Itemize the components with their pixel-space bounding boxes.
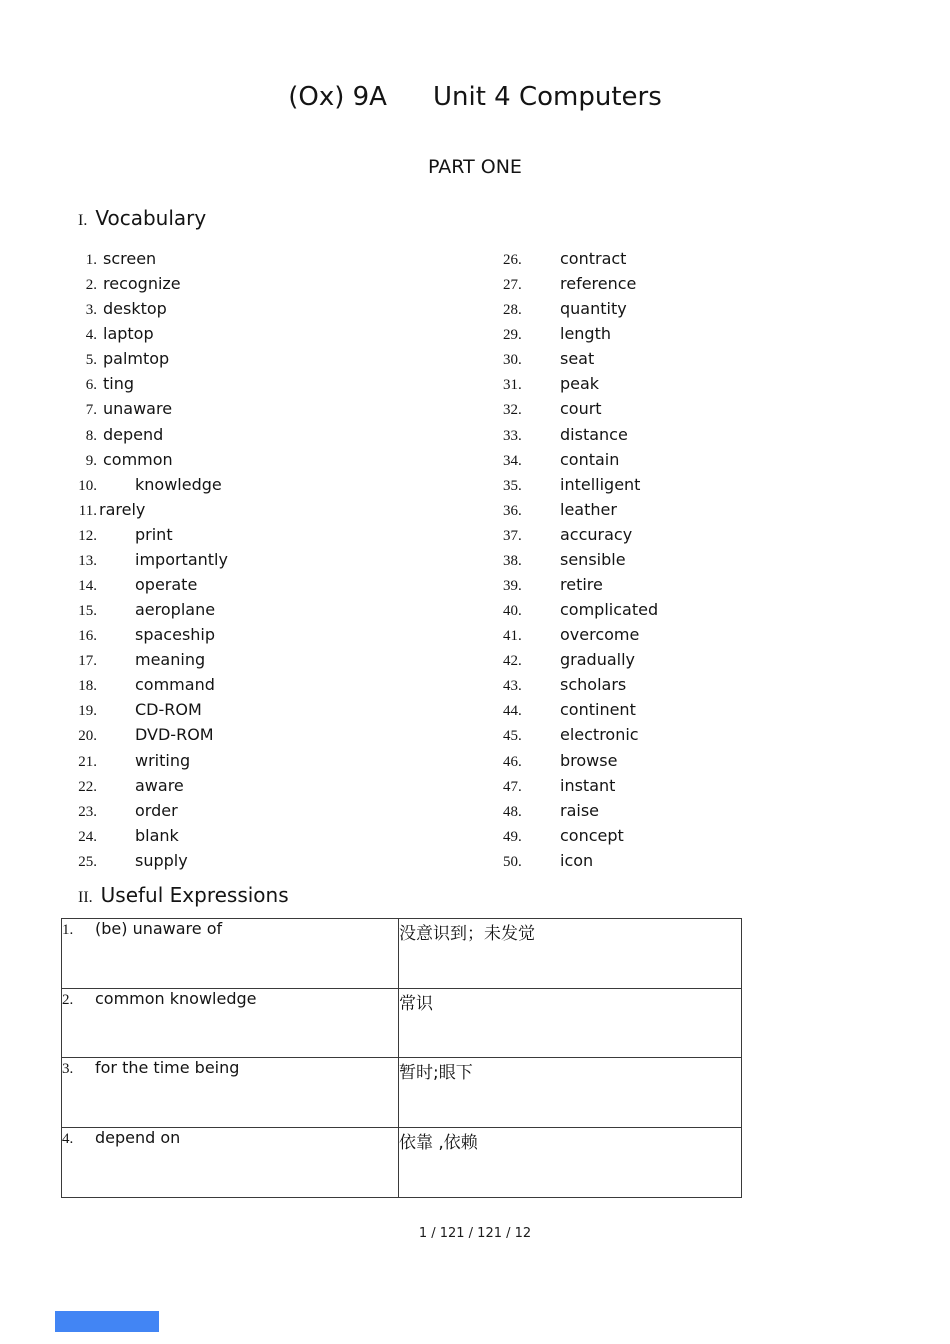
list-item (66, 848, 228, 873)
item-word: retire (560, 575, 603, 595)
list-item (503, 748, 658, 773)
item-word: distance (560, 424, 628, 444)
list-item (503, 447, 658, 472)
list-item (503, 472, 658, 497)
item-word: recognize (103, 274, 181, 294)
item-number: 21. (78, 753, 97, 770)
item-number: 18. (78, 678, 97, 695)
section-heading: Useful Expressions (100, 883, 289, 907)
table-row (62, 1128, 742, 1198)
list-item (503, 773, 658, 798)
expression-number: 1. (62, 922, 74, 938)
list-item (66, 773, 228, 798)
list-item (66, 622, 228, 647)
item-word: aeroplane (135, 600, 216, 620)
item-word: accuracy (560, 524, 633, 544)
item-number: 41. (503, 628, 522, 645)
item-word: print (135, 524, 173, 544)
item-word: meaning (135, 650, 206, 670)
section-numeral: II. (78, 889, 93, 906)
item-word: palmtop (103, 349, 170, 369)
list-item (66, 547, 228, 572)
item-word: blank (135, 825, 179, 845)
expression-chinese: 没意识到；未发觉 (399, 919, 742, 989)
item-number: 44. (503, 703, 522, 720)
item-word: overcome (560, 625, 640, 645)
item-number: 23. (78, 803, 97, 820)
list-item (503, 497, 658, 522)
item-number: 7. (85, 402, 97, 419)
vocab-list-left (66, 246, 228, 873)
item-word: intelligent (560, 474, 641, 494)
item-number: 47. (503, 778, 522, 795)
item-number: 27. (503, 277, 522, 294)
item-word: supply (135, 850, 188, 870)
item-number: 5. (85, 352, 97, 369)
item-word: continent (560, 700, 636, 720)
item-word: screen (103, 249, 157, 268)
list-item (503, 396, 658, 421)
item-word: complicated (560, 600, 659, 620)
item-word: order (135, 800, 178, 820)
list-item (503, 246, 658, 271)
list-item (66, 522, 228, 547)
item-number: 8. (85, 427, 97, 444)
item-word: seat (560, 349, 595, 369)
item-word: operate (135, 575, 198, 595)
item-word: rarely (99, 499, 146, 519)
item-number: 48. (503, 803, 522, 820)
expression-chinese: 依靠 ,依赖 (399, 1128, 742, 1198)
section-vocabulary-heading (78, 205, 206, 234)
item-word: electronic (560, 725, 639, 745)
expression-english: common knowledge (95, 988, 257, 1008)
list-item (503, 597, 658, 622)
item-word: icon (560, 850, 594, 870)
expression-english: depend on (95, 1128, 181, 1148)
list-item (503, 346, 658, 371)
list-item (66, 572, 228, 597)
item-number: 30. (503, 352, 522, 369)
item-word: browse (560, 750, 618, 770)
item-word: DVD-ROM (135, 725, 214, 745)
list-item (66, 472, 228, 497)
item-number: 32. (503, 402, 522, 419)
item-number: 9. (85, 452, 97, 469)
item-word: depend (103, 424, 164, 444)
item-word: length (560, 324, 611, 344)
item-word: writing (135, 750, 191, 770)
item-word: importantly (135, 549, 228, 569)
list-item (503, 296, 658, 321)
item-word: laptop (103, 324, 154, 344)
item-number: 13. (78, 552, 97, 569)
list-item (503, 371, 658, 396)
item-number: 39. (503, 578, 522, 595)
item-number: 37. (503, 527, 522, 544)
expression-number: 4. (62, 1131, 74, 1148)
page-footer: 1 / 121 / 121 / 12 (418, 1226, 532, 1241)
list-item (66, 798, 228, 823)
list-item (503, 848, 658, 873)
item-word: raise (560, 800, 600, 820)
expressions-table (61, 918, 742, 1198)
list-item (503, 647, 658, 672)
item-word: contain (560, 449, 620, 469)
item-word: CD-ROM (135, 700, 202, 720)
list-item (503, 547, 658, 572)
item-number: 33. (503, 427, 522, 444)
item-number: 46. (503, 753, 522, 770)
list-item (503, 672, 658, 697)
expression-number: 3. (62, 1061, 74, 1078)
item-number: 20. (78, 728, 97, 745)
item-word: quantity (560, 299, 627, 319)
table-row (62, 988, 742, 1058)
item-word: instant (560, 775, 616, 795)
list-item (66, 597, 228, 622)
item-number: 34. (503, 452, 522, 469)
item-number: 38. (503, 552, 522, 569)
list-item (503, 823, 658, 848)
list-item (66, 748, 228, 773)
list-item (503, 422, 658, 447)
item-number: 10. (78, 477, 97, 494)
item-word: spaceship (135, 625, 216, 645)
item-number: 35. (503, 477, 522, 494)
item-number: 25. (78, 853, 97, 870)
section-numeral: I. (78, 212, 88, 229)
list-item (503, 321, 658, 346)
item-number: 6. (85, 377, 97, 394)
item-number: 15. (78, 603, 97, 620)
expression-english: for the time being (95, 1058, 240, 1078)
expression-chinese: 常识 (399, 988, 742, 1058)
item-word: sensible (560, 549, 626, 569)
item-number: 16. (78, 628, 97, 645)
item-number: 24. (78, 828, 97, 845)
item-number: 49. (503, 828, 522, 845)
item-number: 40. (503, 603, 522, 620)
item-number: 28. (503, 302, 522, 319)
item-number: 26. (503, 252, 522, 268)
list-item (66, 497, 228, 522)
item-number: 31. (503, 377, 522, 394)
table-row (62, 919, 742, 989)
item-word: peak (560, 374, 600, 394)
item-word: command (135, 675, 215, 695)
item-number: 14. (78, 578, 97, 595)
item-word: scholars (560, 675, 627, 695)
list-item (66, 396, 228, 421)
part-heading: PART ONE (428, 156, 522, 178)
item-word: contract (560, 249, 627, 268)
list-item (66, 447, 228, 472)
item-number: 45. (503, 728, 522, 745)
page-title-course: (Ox) 9A (288, 82, 387, 112)
section-expressions-heading (78, 882, 289, 911)
page-title (0, 82, 950, 112)
list-item (66, 722, 228, 747)
list-item (503, 572, 658, 597)
item-word: court (560, 399, 602, 419)
item-number: 1. (85, 252, 97, 268)
item-word: unaware (103, 399, 173, 419)
list-item (66, 296, 228, 321)
list-item (66, 823, 228, 848)
expression-number: 2. (62, 991, 74, 1008)
table-row (62, 1058, 742, 1128)
item-word: reference (560, 274, 637, 294)
item-number: 19. (78, 703, 97, 720)
item-number: 43. (503, 678, 522, 695)
list-item (503, 722, 658, 747)
list-item (66, 672, 228, 697)
item-number: 29. (503, 327, 522, 344)
item-number: 12. (78, 527, 97, 544)
item-word: desktop (103, 299, 167, 319)
list-item (503, 271, 658, 296)
item-number: 22. (78, 778, 97, 795)
list-item (66, 246, 228, 271)
item-word: common (103, 449, 173, 469)
item-number: 36. (503, 502, 522, 519)
list-item (503, 622, 658, 647)
item-word: concept (560, 825, 624, 845)
list-item (503, 697, 658, 722)
item-word: aware (135, 775, 184, 795)
expression-english: (be) unaware of (95, 919, 223, 938)
list-item (66, 647, 228, 672)
list-item (66, 346, 228, 371)
item-number: 17. (78, 653, 97, 670)
list-item (503, 522, 658, 547)
item-number: 50. (503, 853, 522, 870)
item-word: ting (103, 374, 135, 394)
page-title-unit: Unit 4 Computers (432, 82, 662, 112)
item-number: 42. (503, 653, 522, 670)
item-number: 11. (78, 502, 97, 519)
list-item (66, 697, 228, 722)
list-item (66, 422, 228, 447)
highlight-bar (55, 1311, 159, 1332)
expression-chinese: 暂时;眼下 (399, 1058, 742, 1128)
item-number: 4. (85, 327, 97, 344)
section-heading: Vocabulary (95, 206, 207, 230)
item-number: 2. (85, 277, 97, 294)
list-item (66, 271, 228, 296)
list-item (66, 321, 228, 346)
item-word: gradually (560, 650, 635, 670)
vocab-list-right (503, 246, 658, 873)
list-item (66, 371, 228, 396)
item-word: knowledge (135, 474, 222, 494)
list-item (503, 798, 658, 823)
item-word: leather (560, 499, 617, 519)
item-number: 3. (85, 302, 97, 319)
